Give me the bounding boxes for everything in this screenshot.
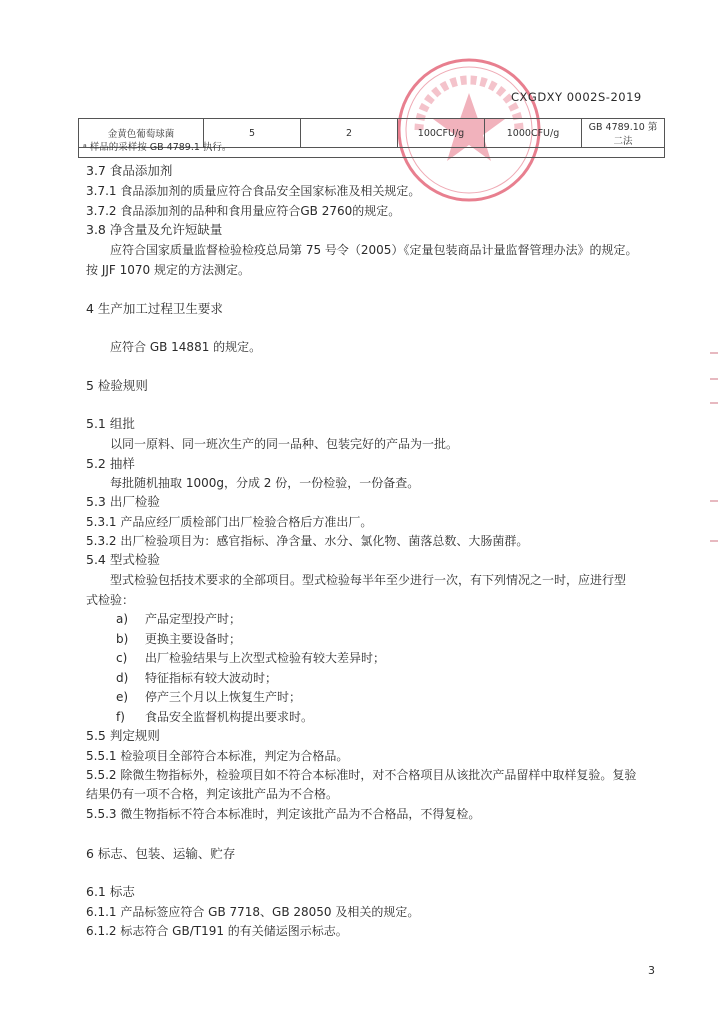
list-item-mark: b) bbox=[116, 632, 129, 646]
section-5-3-heading: 5.3 出厂检验 bbox=[86, 494, 160, 509]
clause-6-1-2: 6.1.2 标志符合 GB/T191 的有关储运图示标志。 bbox=[86, 924, 348, 938]
table-cell: 5 bbox=[204, 119, 301, 148]
scan-edge-mark bbox=[710, 378, 718, 380]
clause-5-3-2: 5.3.2 出厂检验项目为：感官指标、净含量、水分、氯化物、菌落总数、大肠菌群。 bbox=[86, 534, 529, 548]
section-5-5-heading: 5.5 判定规则 bbox=[86, 728, 160, 743]
clause-5-5-2-line-2: 结果仍有一项不合格，判定该批产品为不合格。 bbox=[86, 787, 339, 801]
list-item: 更换主要设备时； bbox=[145, 632, 242, 646]
section-5-2-body: 每批随机抽取 1000g，分成 2 份，一份检验，一份备查。 bbox=[110, 476, 420, 490]
clause-5-5-1: 5.5.1 检验项目全部符合本标准，判定为合格品。 bbox=[86, 749, 349, 763]
list-item-mark: d) bbox=[116, 671, 129, 685]
clause-5-5-2-line-1: 5.5.2 除微生物指标外，检验项目如不符合本标准时，对不合格项目从该批次产品留样中取样复验。复验 bbox=[86, 768, 637, 782]
table-footnote: ᵃ 样品的采样按 GB 4789.1 执行。 bbox=[78, 138, 665, 158]
clause-3-8-line-1: 应符合国家质量监督检验检疫总局第 75 号令（2005）《定量包装商品计量监督管理办法》的规定。 bbox=[110, 243, 638, 257]
list-item-mark: a) bbox=[116, 612, 129, 626]
clause-5-5-3: 5.5.3 微生物指标不符合本标准时，判定该批产品为不合格品，不得复检。 bbox=[86, 807, 481, 821]
section-4-heading: 4 生产加工过程卫生要求 bbox=[86, 301, 223, 316]
scan-edge-mark bbox=[710, 500, 718, 502]
clause-3-7-1: 3.7.1 食品添加剂的质量应符合食品安全国家标准及相关规定。 bbox=[86, 184, 421, 198]
list-item-mark: f) bbox=[116, 710, 125, 724]
clause-6-1-1: 6.1.1 产品标签应符合 GB 7718、GB 28050 及相关的规定。 bbox=[86, 905, 420, 919]
clause-3-7-2: 3.7.2 食品添加剂的品种和食用量应符合GB 2760的规定。 bbox=[86, 204, 401, 218]
section-5-1-heading: 5.1 组批 bbox=[86, 416, 135, 431]
section-3-8-heading: 3.8 净含量及允许短缺量 bbox=[86, 222, 223, 237]
section-5-1-body: 以同一原料、同一班次生产的同一品种、包装完好的产品为一批。 bbox=[110, 437, 459, 451]
section-3-7-heading: 3.7 食品添加剂 bbox=[86, 163, 173, 178]
list-item-mark: c) bbox=[116, 651, 128, 665]
section-5-4-line-1: 型式检验包括技术要求的全部项目。型式检验每半年至少进行一次，有下列情况之一时，应进行型 bbox=[110, 573, 627, 587]
table-cell: 2 bbox=[301, 119, 398, 148]
table-cell: 金黄色葡萄球菌 bbox=[79, 119, 204, 148]
section-6-heading: 6 标志、包装、运输、贮存 bbox=[86, 846, 236, 861]
table-cell: GB 4789.10 第二法 bbox=[582, 119, 665, 148]
page-number: 3 bbox=[648, 964, 655, 977]
table-cell: 100CFU/g bbox=[398, 119, 485, 148]
clause-3-8-line-2: 按 JJF 1070 规定的方法测定。 bbox=[86, 263, 250, 277]
clause-5-3-1: 5.3.1 产品应经厂质检部门出厂检验合格后方准出厂。 bbox=[86, 515, 373, 529]
list-item: 出厂检验结果与上次型式检验有较大差异时； bbox=[145, 651, 386, 665]
scan-edge-mark bbox=[710, 402, 718, 404]
section-5-4-heading: 5.4 型式检验 bbox=[86, 552, 160, 567]
scan-edge-mark bbox=[710, 540, 718, 542]
section-6-1-heading: 6.1 标志 bbox=[86, 884, 135, 899]
table-cell: 1000CFU/g bbox=[485, 119, 582, 148]
section-5-4-line-2: 式检验： bbox=[86, 593, 135, 607]
document-code: CXGDXY 0002S-2019 bbox=[511, 90, 642, 104]
list-item-mark: e) bbox=[116, 690, 129, 704]
scan-edge-mark bbox=[710, 352, 718, 354]
section-5-2-heading: 5.2 抽样 bbox=[86, 456, 135, 471]
section-4-body: 应符合 GB 14881 的规定。 bbox=[110, 340, 262, 354]
list-item: 产品定型投产时； bbox=[145, 612, 242, 626]
list-item: 特征指标有较大波动时； bbox=[145, 671, 278, 685]
section-5-heading: 5 检验规则 bbox=[86, 378, 148, 393]
list-item: 停产三个月以上恢复生产时； bbox=[145, 690, 302, 704]
list-item: 食品安全监督机构提出要求时。 bbox=[145, 710, 314, 724]
